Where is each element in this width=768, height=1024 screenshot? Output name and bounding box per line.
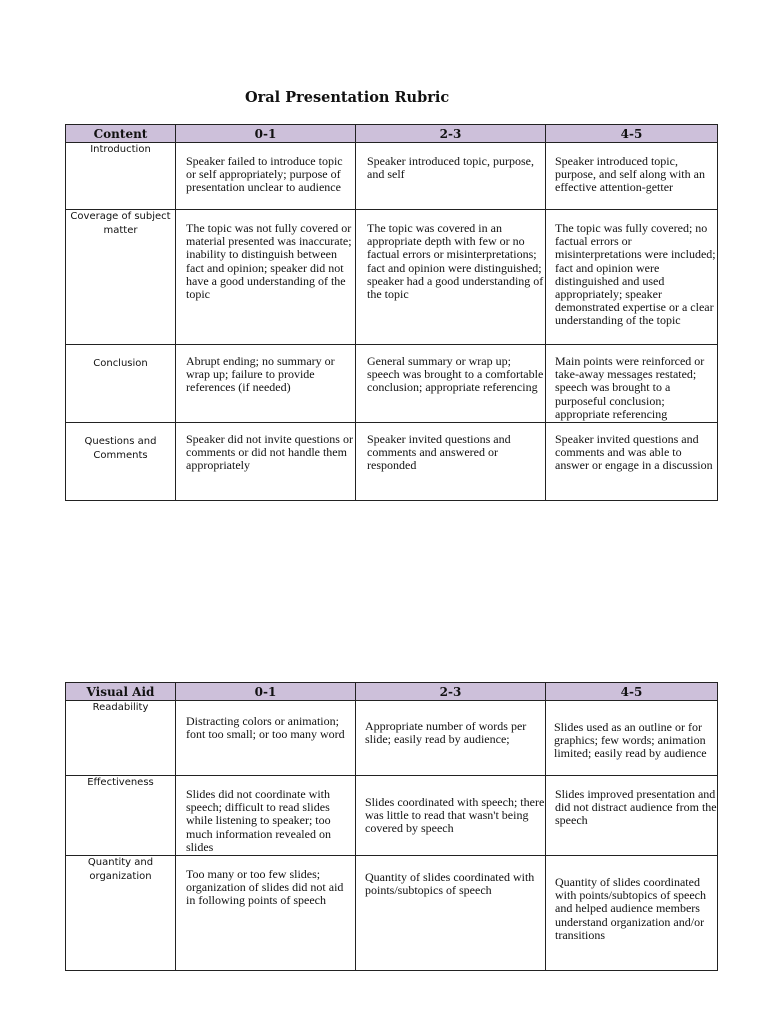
header-criteria: Visual Aid — [66, 683, 176, 701]
header-score-2-3: 2-3 — [356, 683, 546, 701]
cell-description: Slides did not coordinate with speech; difficult to read slides while listening to speaker; too much information revealed on slides — [176, 776, 356, 856]
cell-description: Appropriate number of words per slide; easily read by audience; — [356, 701, 546, 776]
header-criteria: Content — [66, 125, 176, 143]
cell-description: Speaker failed to introduce topic or self appropriately; purpose of presentation unclear to audience — [176, 143, 356, 210]
header-score-0-1: 0-1 — [176, 125, 356, 143]
cell-description: Distracting colors or animation; font too small; or too many word — [176, 701, 356, 776]
header-score-0-1: 0-1 — [176, 683, 356, 701]
page-title: Oral Presentation Rubric — [245, 89, 450, 106]
criterion-label: Effectiveness — [66, 776, 176, 856]
criterion-label: Conclusion — [66, 345, 176, 423]
header-row — [66, 683, 718, 701]
cell-description: Too many or too few slides; organization of slides did not aid in following points of speech — [176, 856, 356, 971]
table-row — [66, 210, 718, 345]
criterion-label: Coverage of subject matter — [66, 210, 176, 345]
header-row — [66, 125, 718, 143]
table-row — [66, 345, 718, 423]
cell-description: The topic was covered in an appropriate depth with few or no factual errors or misinterpretations; fact and opinion were distinguished; speaker had a good understanding of the topic — [356, 210, 546, 345]
cell-description: Speaker introduced topic, purpose, and self — [356, 143, 546, 210]
cell-description: Speaker invited questions and comments and answered or responded — [356, 423, 546, 501]
criterion-label: Questions and Comments — [66, 423, 176, 501]
cell-description: Slides coordinated with speech; there was little to read that wasn't being covered by speech — [356, 776, 546, 856]
cell-description: Quantity of slides coordinated with points/subtopics of speech — [356, 856, 546, 971]
table-row — [66, 776, 718, 856]
table-row — [66, 423, 718, 501]
cell-description: The topic was not fully covered or material presented was inaccurate; inability to distinguish between fact and opinion; speaker did not have a good understanding of the topic — [176, 210, 356, 345]
criterion-label: Introduction — [66, 143, 176, 210]
cell-description: Main points were reinforced or take-away messages restated; speech was brought to a purposeful conclusion; appropriate referencing — [546, 345, 718, 423]
criterion-label: Quantity and organization — [66, 856, 176, 971]
cell-description: Quantity of slides coordinated with points/subtopics of speech and helped audience members understand organization and/or transitions — [546, 856, 718, 971]
cell-description: Speaker did not invite questions or comments or did not handle them appropriately — [176, 423, 356, 501]
header-score-4-5: 4-5 — [546, 125, 718, 143]
content-rubric-table — [65, 124, 718, 501]
criterion-label: Readability — [66, 701, 176, 776]
cell-description: General summary or wrap up; speech was brought to a comfortable conclusion; appropriate referencing — [356, 345, 546, 423]
cell-description: Slides improved presentation and did not distract audience from the speech — [546, 776, 718, 856]
cell-description: Speaker introduced topic, purpose, and self along with an effective attention-getter — [546, 143, 718, 210]
cell-description: Abrupt ending; no summary or wrap up; failure to provide references (if needed) — [176, 345, 356, 423]
header-score-4-5: 4-5 — [546, 683, 718, 701]
table-row — [66, 701, 718, 776]
table-row — [66, 856, 718, 971]
table-row — [66, 143, 718, 210]
header-score-2-3: 2-3 — [356, 125, 546, 143]
cell-description: Slides used as an outline or for graphics; few words; animation limited; easily read by audience — [546, 701, 718, 776]
visual-aid-rubric-table — [65, 682, 718, 971]
cell-description: The topic was fully covered; no factual errors or misinterpretations were included; fact and opinion were distinguished and used appropriately; speaker demonstrated expertise or a clear understanding of the topic — [546, 210, 718, 345]
cell-description: Speaker invited questions and comments and was able to answer or engage in a discussion — [546, 423, 718, 501]
